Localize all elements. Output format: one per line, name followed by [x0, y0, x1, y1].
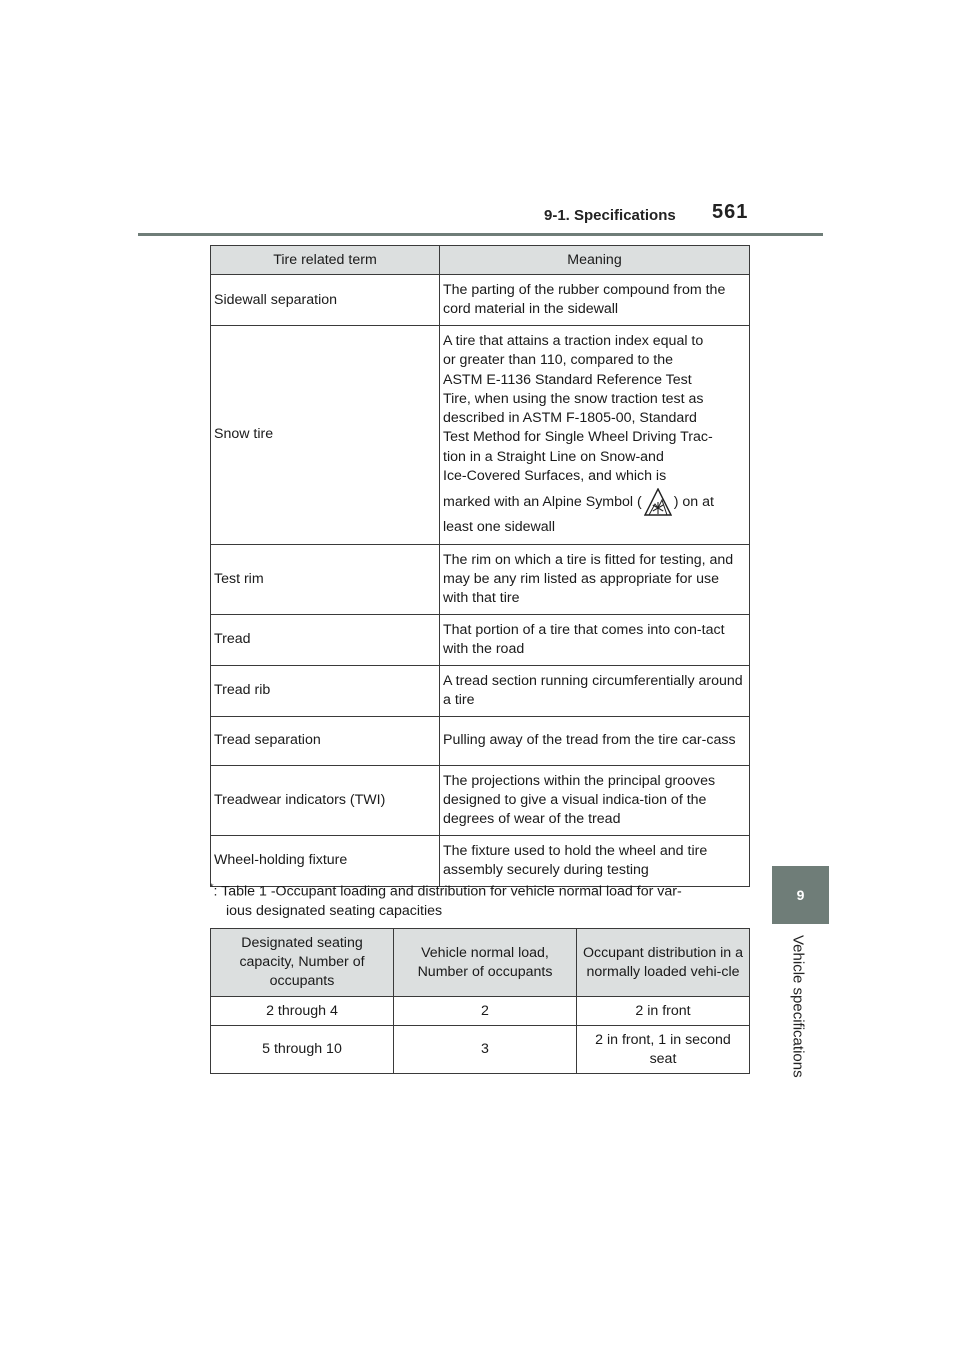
meaning-line: tion in a Straight Line on Snow-and: [443, 448, 664, 465]
meaning-cell: The projections within the principal grooves designed to give a visual indica-tion of the degrees of wear of the tread: [440, 765, 750, 835]
meaning-cell: That portion of a tire that comes into con-tact with the road: [440, 614, 750, 665]
distribution-cell: 2 in front: [577, 997, 750, 1026]
normal-load-cell: 3: [394, 1026, 577, 1074]
term-cell: Tread separation: [211, 716, 440, 765]
meaning-cell: The fixture used to hold the wheel and tire assembly securely during testing: [440, 835, 750, 886]
chapter-label: Vehicle specifications: [789, 935, 807, 1078]
footnote-marker: *: [210, 882, 214, 892]
chapter-number: 9: [796, 887, 805, 903]
alpine-snowflake-icon: [644, 488, 672, 516]
meaning-line: A tire that attains a traction index equal to: [443, 333, 704, 349]
table-row: [211, 326, 750, 545]
meaning-line: Ice-Covered Surfaces, and which is: [443, 468, 667, 485]
table-row: [211, 716, 750, 765]
meaning-line: ASTM E-1136 Standard Reference Test: [443, 371, 692, 388]
footnote: [210, 878, 755, 921]
footnote-line: : Table 1 -Occupant loading and distribution for vehicle normal load for var-: [213, 883, 682, 900]
term-cell: Wheel-holding fixture: [211, 835, 440, 886]
column-header-normal-load: Vehicle normal load, Number of occupants: [394, 929, 577, 997]
term-cell: Tread rib: [211, 665, 440, 716]
alpine-prefix: marked with an Alpine Symbol (: [443, 493, 642, 510]
table-row: [211, 997, 750, 1026]
alpine-suffix: ) on at: [673, 493, 714, 510]
distribution-cell: 2 in front, 1 in second seat: [577, 1026, 750, 1074]
chapter-tab: [772, 866, 829, 924]
table-row: [211, 1026, 750, 1074]
term-cell: Snow tire: [211, 326, 440, 545]
term-cell: Sidewall separation: [211, 275, 440, 326]
occupant-loading-table: [210, 928, 750, 1074]
meaning-cell: A tread section running circumferentially around a tire: [440, 665, 750, 716]
term-cell: Test rim: [211, 544, 440, 614]
term-cell: Treadwear indicators (TWI): [211, 765, 440, 835]
meaning-line: or greater than 110, compared to the: [443, 352, 674, 369]
meaning-cell: The rim on which a tire is fitted for testing, and may be any rim listed as appropriate for use with that tire: [440, 544, 750, 614]
column-header-distribution: Occupant distribution in a normally loaded vehi-cle: [577, 929, 750, 997]
table-row: [211, 544, 750, 614]
capacity-cell: 2 through 4: [211, 997, 394, 1026]
footnote-line: ious designated seating capacities: [226, 902, 443, 919]
table-row: [211, 614, 750, 665]
meaning-cell: [440, 326, 750, 545]
term-cell: Tread: [211, 614, 440, 665]
table-header-row: [211, 246, 750, 275]
alpine-symbol-line: [443, 486, 746, 518]
column-header-term: Tire related term: [211, 246, 440, 275]
table-row: [211, 765, 750, 835]
capacity-cell: 5 through 10: [211, 1026, 394, 1074]
tire-terms-table: [210, 245, 750, 887]
meaning-line: Test Method for Single Wheel Driving Trac-: [443, 429, 713, 446]
meaning-line: Tire, when using the snow traction test as: [443, 390, 704, 407]
table-row: [211, 665, 750, 716]
column-header-capacity: Designated seating capacity, Number of occupants: [211, 929, 394, 997]
normal-load-cell: 2: [394, 997, 577, 1026]
meaning-line: least one sidewall: [443, 519, 555, 536]
header-divider: [138, 233, 823, 236]
table-row: [211, 275, 750, 326]
table-header-row: [211, 929, 750, 997]
section-title: 9-1. Specifications: [544, 207, 676, 224]
column-header-meaning: Meaning: [440, 246, 750, 275]
page-number: 561: [712, 201, 749, 223]
meaning-cell: Pulling away of the tread from the tire car-cass: [440, 716, 750, 765]
meaning-cell: The parting of the rubber compound from the cord material in the sidewall: [440, 275, 750, 326]
meaning-line: described in ASTM F-1805-00, Standard: [443, 410, 697, 427]
